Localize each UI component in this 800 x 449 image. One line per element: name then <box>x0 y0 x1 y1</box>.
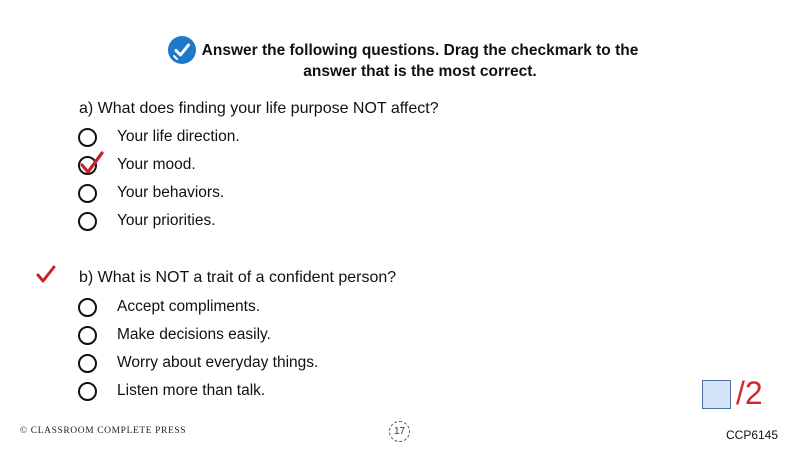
option-a-1[interactable] <box>78 125 240 149</box>
option-b-4[interactable] <box>78 379 265 403</box>
check-circle-icon <box>168 36 196 64</box>
option-b-3[interactable] <box>78 351 318 375</box>
radio-circle[interactable] <box>78 128 97 147</box>
question-b: b) What is NOT a trait of a confident person? <box>79 269 397 286</box>
radio-circle[interactable] <box>78 354 97 373</box>
instructions-line-1: Answer the following questions. Drag the checkmark to the <box>201 42 639 59</box>
checkmark-icon[interactable] <box>78 150 106 176</box>
option-label[interactable]: Worry about everyday things. <box>117 354 319 371</box>
option-label[interactable]: Your mood. <box>117 156 196 173</box>
option-b-2[interactable] <box>78 323 271 347</box>
instructions-line-2: answer that is the most correct. <box>303 63 537 80</box>
product-code: CCP6145 <box>726 428 779 442</box>
option-label[interactable]: Your priorities. <box>117 212 216 229</box>
option-a-3[interactable] <box>78 181 224 205</box>
publisher-logo: © CLASSROOM COMPLETE PRESS <box>20 426 187 436</box>
instructions <box>200 40 640 82</box>
option-b-1[interactable] <box>78 295 260 319</box>
radio-circle[interactable] <box>78 382 97 401</box>
page-number: 17 <box>389 421 410 442</box>
question-a: a) What does finding your life purpose NOT affect? <box>79 100 439 117</box>
draggable-checkmark-icon[interactable] <box>35 264 57 284</box>
option-a-4[interactable] <box>78 209 216 233</box>
option-label[interactable]: Your life direction. <box>117 128 240 145</box>
radio-circle[interactable] <box>78 212 97 231</box>
option-label[interactable]: Accept compliments. <box>117 298 260 315</box>
option-label[interactable]: Your behaviors. <box>117 184 225 201</box>
radio-circle[interactable] <box>78 326 97 345</box>
score-total: /2 <box>736 375 763 411</box>
option-label[interactable]: Listen more than talk. <box>117 382 266 399</box>
option-label[interactable]: Make decisions easily. <box>117 326 271 343</box>
score-input-box[interactable] <box>702 380 731 409</box>
radio-circle[interactable] <box>78 184 97 203</box>
radio-circle[interactable] <box>78 298 97 317</box>
